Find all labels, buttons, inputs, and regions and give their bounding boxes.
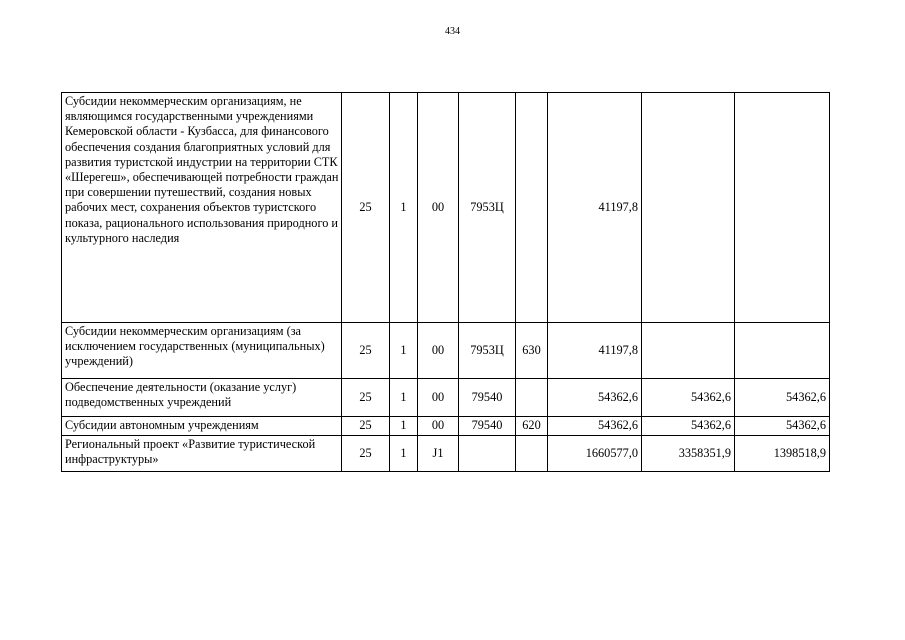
table-row xyxy=(62,379,830,417)
amount-year-3: 54362,6 xyxy=(735,379,830,417)
subprogram-code: 1 xyxy=(390,379,418,417)
amount-year-2: 3358351,9 xyxy=(642,436,735,472)
event-code: 00 xyxy=(418,323,459,379)
program-code: 25 xyxy=(342,436,390,472)
amount-year-2 xyxy=(642,93,735,323)
expense-type-code xyxy=(516,93,548,323)
expense-type-code xyxy=(516,379,548,417)
direction-code: 79540 xyxy=(459,379,516,417)
amount-year-3 xyxy=(735,323,830,379)
direction-code: 7953Ц xyxy=(459,323,516,379)
row-description: Субсидии автономным учреждениям xyxy=(62,417,342,436)
row-description: Региональный проект «Развитие туристической инфраструктуры» xyxy=(62,436,342,472)
expense-type-code xyxy=(516,436,548,472)
amount-year-1: 54362,6 xyxy=(548,417,642,436)
table-row xyxy=(62,93,830,323)
program-code: 25 xyxy=(342,417,390,436)
amount-year-2: 54362,6 xyxy=(642,417,735,436)
row-description: Субсидии некоммерческим организациям, не являющимся государственными учреждениями Кемеровской области - Кузбасса, для финансового обеспечения создания благоприятных условий для развития туристской индустрии на территории СТК «Шерегеш», обеспечивающей потребности граждан при совершении путешествий, создания новых рабочих мест, сохранения объектов туристского показа, рационального использования природного и культурного наследия xyxy=(62,93,342,323)
program-code: 25 xyxy=(342,323,390,379)
subprogram-code: 1 xyxy=(390,323,418,379)
direction-code xyxy=(459,436,516,472)
row-description: Субсидии некоммерческим организациям (за исключением государственных (муниципальных) учреждений) xyxy=(62,323,342,379)
amount-year-3 xyxy=(735,93,830,323)
event-code: 00 xyxy=(418,93,459,323)
subprogram-code: 1 xyxy=(390,93,418,323)
budget-table xyxy=(61,92,830,472)
direction-code: 7953Ц xyxy=(459,93,516,323)
subprogram-code: 1 xyxy=(390,436,418,472)
event-code: J1 xyxy=(418,436,459,472)
row-description: Обеспечение деятельности (оказание услуг) подведомственных учреждений xyxy=(62,379,342,417)
amount-year-2 xyxy=(642,323,735,379)
event-code: 00 xyxy=(418,417,459,436)
amount-year-1: 41197,8 xyxy=(548,323,642,379)
amount-year-2: 54362,6 xyxy=(642,379,735,417)
event-code: 00 xyxy=(418,379,459,417)
amount-year-1: 54362,6 xyxy=(548,379,642,417)
amount-year-1: 1660577,0 xyxy=(548,436,642,472)
table-row xyxy=(62,436,830,472)
program-code: 25 xyxy=(342,93,390,323)
amount-year-1: 41197,8 xyxy=(548,93,642,323)
page-number: 434 xyxy=(445,26,460,37)
table-row xyxy=(62,323,830,379)
table-row xyxy=(62,417,830,436)
subprogram-code: 1 xyxy=(390,417,418,436)
direction-code: 79540 xyxy=(459,417,516,436)
expense-type-code: 620 xyxy=(516,417,548,436)
expense-type-code: 630 xyxy=(516,323,548,379)
program-code: 25 xyxy=(342,379,390,417)
amount-year-3: 54362,6 xyxy=(735,417,830,436)
amount-year-3: 1398518,9 xyxy=(735,436,830,472)
